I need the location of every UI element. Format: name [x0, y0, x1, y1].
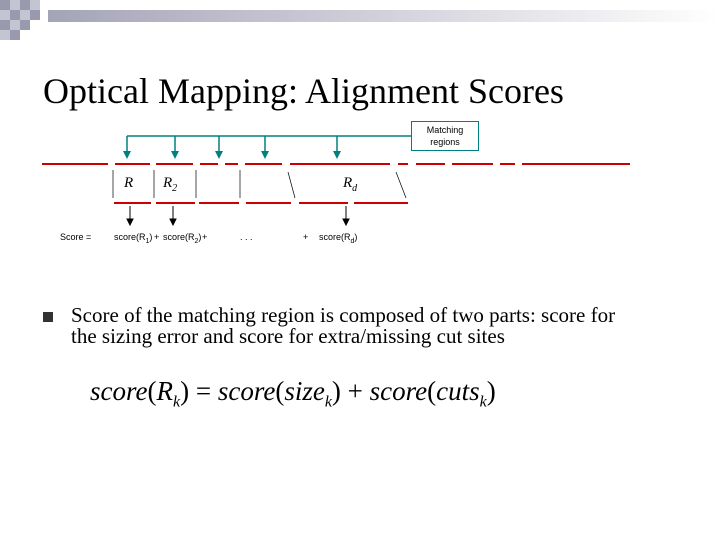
bullet-text: Score of the matching region is composed of two parts: score for the sizing error and score for extra/missing cut sites — [71, 303, 616, 348]
score-term-d: $score(R_d)$ — [319, 232, 358, 245]
matching-regions-connector — [127, 136, 411, 157]
score-plus-2: + — [202, 232, 208, 242]
score-term-2: $score(R_2)$ — [163, 232, 202, 245]
region-label-rd: $R_d$ — [343, 175, 358, 194]
region-label-r1: R — [124, 175, 134, 191]
score-ellipsis: . . . — [240, 232, 253, 242]
score-plus-3: + — [303, 232, 309, 242]
slide-title: Optical Mapping: Alignment Scores — [43, 71, 564, 111]
score-formula: $score(R_k)$ = score(size$_k$) + score(cuts$_k$) — [90, 376, 496, 411]
score-prefix: Score = — [60, 232, 92, 242]
matching-regions-callout: Matching regions — [411, 121, 479, 151]
region-label-r2: $R_2$ — [163, 175, 178, 194]
score-plus-1: + — [154, 232, 160, 242]
bullet-square-icon — [43, 312, 53, 322]
score-term-1: $score(R_1)$ — [114, 232, 153, 245]
